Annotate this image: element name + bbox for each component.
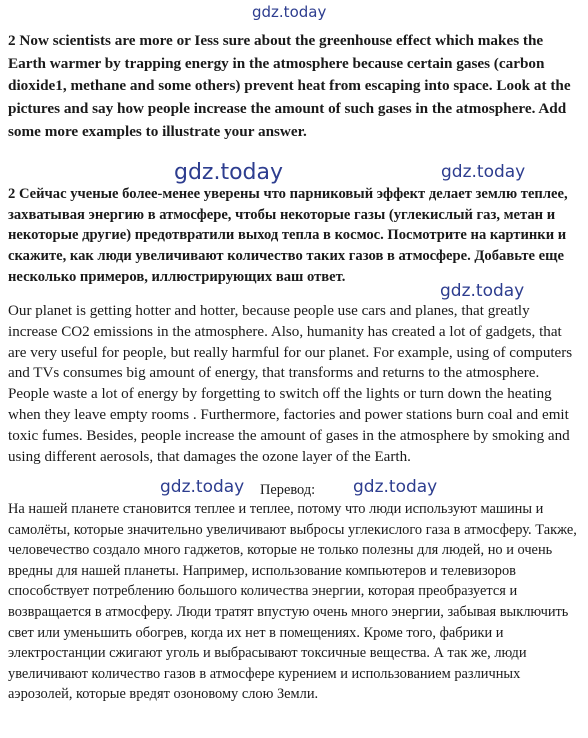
watermark-mid-left: gdz.today <box>174 160 284 185</box>
watermark-bottom-left: gdz.today <box>160 477 245 497</box>
watermark-mid-right: gdz.today <box>441 162 526 182</box>
answer-english: Our planet is getting hotter and hotter, because people use cars and planes, that greatly increase CO2 emissions in the atmosphere. Also, humanity has created a lot of gadgets, that are very useful for people, but really harmful for our planet. For example, using of computers and TVs consumes big amount of energy, that transforms and returns to the atmosphere. People waste a lot of energy by forgetting to switch off the lights or turn down the heating when they leave empty rooms . Furthermore, factories and power stations burn coal and emit toxic fumes. Besides, people increase the amount of gases in the atmosphere by smoking and using different aerosols, that damages the ozone layer of the Earth. <box>8 303 573 465</box>
translation-label: Перевод: <box>260 482 316 498</box>
answer-russian: На нашей планете становится теплее и теплее, потому что люди используют машины и самолёты, которые значительно увеличивают выбросы углекислого газа в атмосферу. Также, человечество создало много гаджетов, которые не только полезны для людей, но и очень вредны для нашей планеты. Например, использование компьютеров и телевизоров способствует потреблению большого количества энергии, которая преобразуется и возвращается в атмосферу. Люди тратят впустую очень много энергии, забывая выключить свет или уменьшить обогрев, когда их нет в помещениях. Кроме того, фабрики и электростанции сжигают уголь и выбрасывают токсичные вещества. А так же, люди увеличивают количество газов в атмосфере курением и использованием различных аэрозолей, которые вредят озоновому слою Земли. <box>8 501 577 703</box>
task-russian: 2 Сейчас ученые более-менее уверены что парниковый эффект делает землю теплее, захватывая энергию в атмосфере, чтобы некоторые газы (углекислый газ, метан и некоторые другие) предотвратили выход тепла в космос. Посмотрите на картинки и скажите, как люди увеличивают количество таких газов в атмосфере. Добавьте еще несколько примеров, иллюстрирующих ваш ответ. <box>8 186 568 285</box>
watermark-mid-right-2: gdz.today <box>440 281 525 301</box>
watermark-top: gdz.today <box>252 3 327 21</box>
watermark-bottom-right: gdz.today <box>353 477 438 497</box>
task-english: 2 Now scientists are more or Iess sure about the greenhouse effect which makes the Earth warmer by trapping energy in the atmosphere because certain gases (carbon dioxide1, methane and some others) prevent heat from escaping into space. Look at the pictures and say how people increase the amount of such gases in the atmosphere. Add some more examples to illustrate your answer. <box>8 32 571 140</box>
